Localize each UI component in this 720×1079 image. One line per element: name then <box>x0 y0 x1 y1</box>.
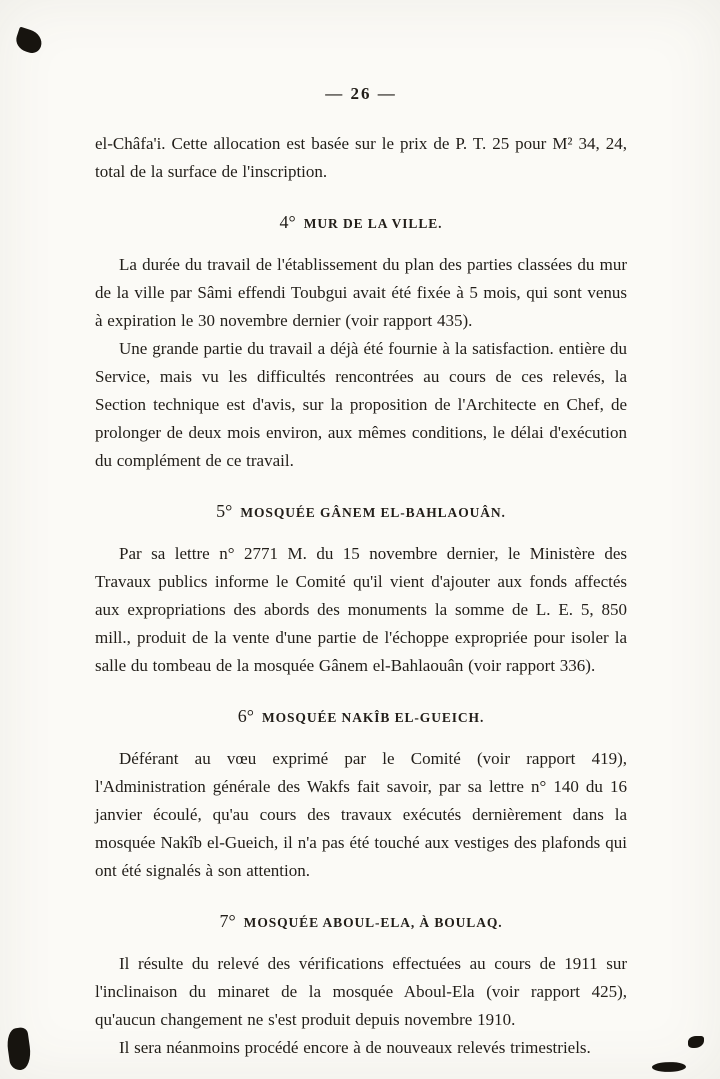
section-heading-5 <box>95 497 627 524</box>
paragraph: Par sa lettre n° 2771 M. du 15 novembre dernier, le Ministère des Travaux publics informe le Comité qu'il vient d'ajouter aux fonds affectés aux expropriations des abords des monuments la somme de L. E. 5, 850 mill., produit de la vente d'une partie de l'échoppe expropriée pour isoler la salle du tombeau de la mosquée Gânem el-Bahlaouân (voir rapport 336). <box>95 544 627 675</box>
page-number: — 26 — <box>325 84 397 103</box>
section-heading-6 <box>95 702 627 729</box>
scan-ink-artifact-bottom-right <box>688 1036 704 1048</box>
section-heading-7 <box>95 907 627 934</box>
section-number: 5° <box>216 501 233 521</box>
scan-ink-artifact-bottom-left <box>5 1027 33 1072</box>
page-content <box>95 84 627 1062</box>
paragraph: Une grande partie du travail a déjà été fournie à la satisfaction. entière du Service, mais vu les difficultés rencontrées au cours de ces relevés, la Section technique est d'avis, sur la proposition de l'Architecte en Chef, de prolonger de deux mois environ, aux mêmes conditions, le délai d'exécution du complément de ce travail. <box>95 339 627 470</box>
intro-paragraph: el-Châfa'i. Cette allocation est basée sur le prix de P. T. 25 pour M² 34, 24, total de la surface de l'inscription. <box>95 134 627 181</box>
section-number: 6° <box>237 706 254 726</box>
scan-ink-artifact-top-left <box>13 27 45 56</box>
section-number: 4° <box>279 212 296 232</box>
section-title: MOSQUÉE NAKÎB EL-GUEICH. <box>261 710 485 725</box>
section-title: MOSQUÉE GÂNEM EL-BAHLAOUÂN. <box>240 505 506 520</box>
section-title: MOSQUÉE ABOUL-ELA, À BOULAQ. <box>243 915 503 930</box>
section-title: MUR DE LA VILLE. <box>303 216 443 231</box>
paragraph: Déférant au vœu exprimé par le Comité (voir rapport 419), l'Administration générale des Wakfs fait savoir, par sa lettre n° 140 du 16 janvier écoulé, qu'au cours des travaux exécutés dernièrement dans la mosquée Nakîb el-Gueich, il n'a pas été touché aux vestiges des plafonds qui ont été signalés à son attention. <box>95 749 627 880</box>
section-heading-4 <box>95 208 627 235</box>
paragraph: Il résulte du relevé des vérifications effectuées au cours de 1911 sur l'inclinaison du minaret de la mosquée Aboul-Ela (voir rapport 425), qu'aucun changement ne s'est produit depuis novembre 1910. <box>95 954 627 1029</box>
scan-ink-artifact-bottom-right-2 <box>652 1061 687 1073</box>
paragraph: Il sera néanmoins procédé encore à de nouveaux relevés trimestriels. <box>119 1038 591 1057</box>
section-number: 7° <box>219 911 236 931</box>
paragraph: La durée du travail de l'établissement du plan des parties classées du mur de la ville par Sâmi effendi Toubgui avait été fixée à 5 mois, qui sont venus à expiration le 30 novembre dernier (voir rapport 435). <box>95 255 627 330</box>
